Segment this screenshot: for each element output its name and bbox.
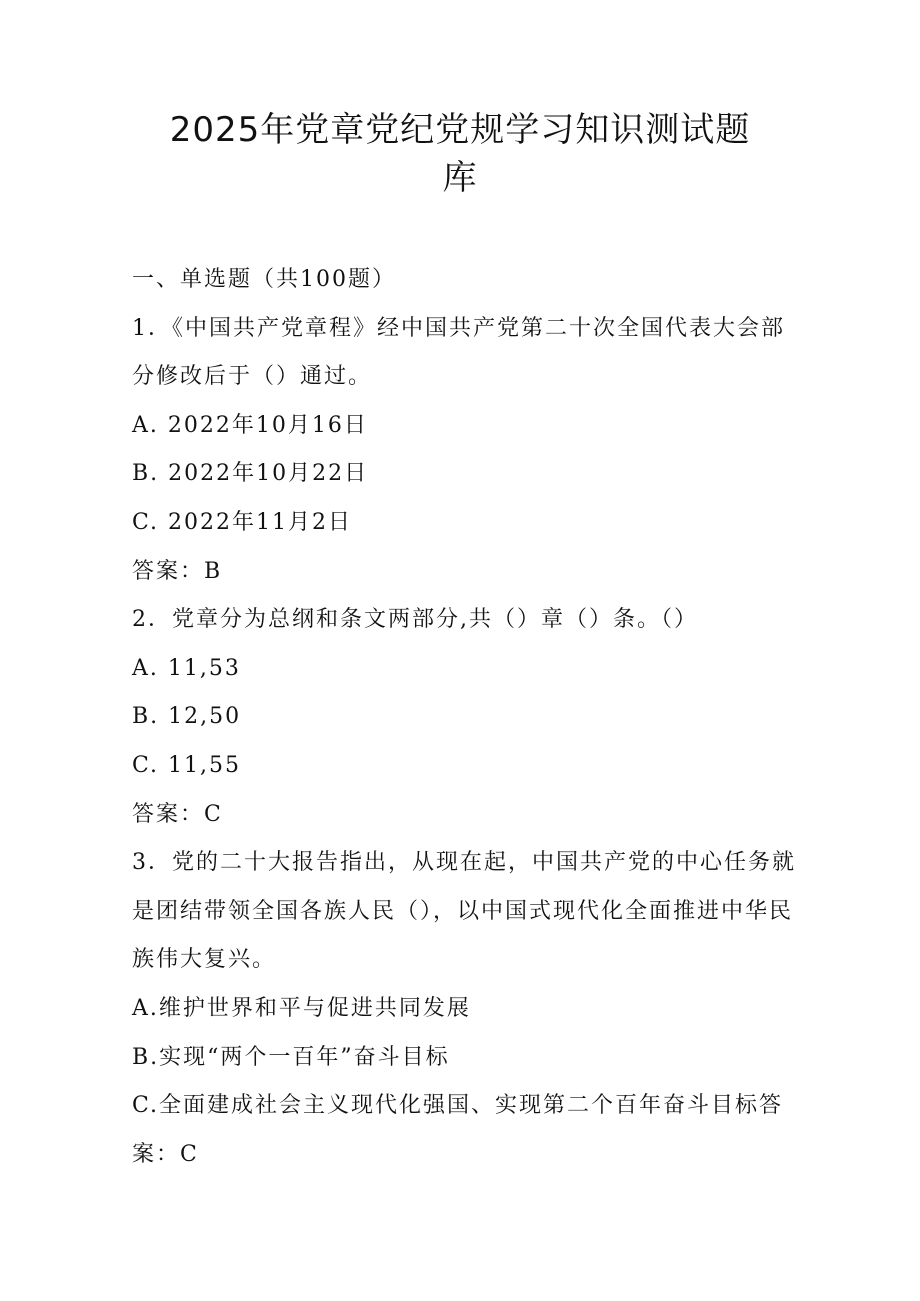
option-a: A. 11,53 bbox=[132, 655, 241, 681]
question-stem-line: 族伟大复兴。 bbox=[132, 947, 277, 973]
question-2 bbox=[132, 596, 792, 839]
answer: 答案：B bbox=[132, 558, 223, 584]
section-heading: 一、单选题（共100题） bbox=[132, 267, 396, 292]
option-a: A. 2022年10月16日 bbox=[132, 412, 368, 438]
option-b: B.实现“两个一百年”奋斗目标 bbox=[132, 1044, 450, 1070]
question-stem-line: 3．党的二十大报告指出，从现在起，中国共产党的中心任务就 bbox=[132, 850, 796, 876]
question-stem-line: 2．党章分为总纲和条文两部分,共（）章（）条。（） bbox=[132, 607, 698, 633]
question-stem-line: 1．《中国共产党章程》经中国共产党第二十次全国代表大会部 bbox=[132, 315, 785, 341]
answer: 案：C bbox=[132, 1141, 199, 1167]
document-title-line-1: 2025年党章党纪党规学习知识测试题 bbox=[169, 110, 751, 150]
option-b: B. 2022年10月22日 bbox=[132, 461, 369, 487]
question-1 bbox=[132, 305, 792, 597]
option-a: A.维护世界和平与促进共同发展 bbox=[132, 995, 471, 1021]
question-stem-line: 分修改后于（）通过。 bbox=[132, 364, 373, 390]
document-body bbox=[132, 256, 796, 1179]
answer: 答案：C bbox=[132, 801, 223, 827]
question-stem-line: 是团结带领全国各族人民（），以中国式现代化全面推进中华民 bbox=[132, 898, 794, 924]
option-b: B. 12,50 bbox=[132, 704, 242, 730]
option-c: C. 2022年11月2日 bbox=[132, 509, 353, 535]
option-c: C. 11,55 bbox=[132, 752, 242, 778]
question-3 bbox=[132, 839, 796, 1179]
option-c: C.全面建成社会主义现代化强国、实现第二个百年奋斗目标答 bbox=[132, 1093, 784, 1119]
document-title-line-2: 库 bbox=[442, 158, 478, 198]
